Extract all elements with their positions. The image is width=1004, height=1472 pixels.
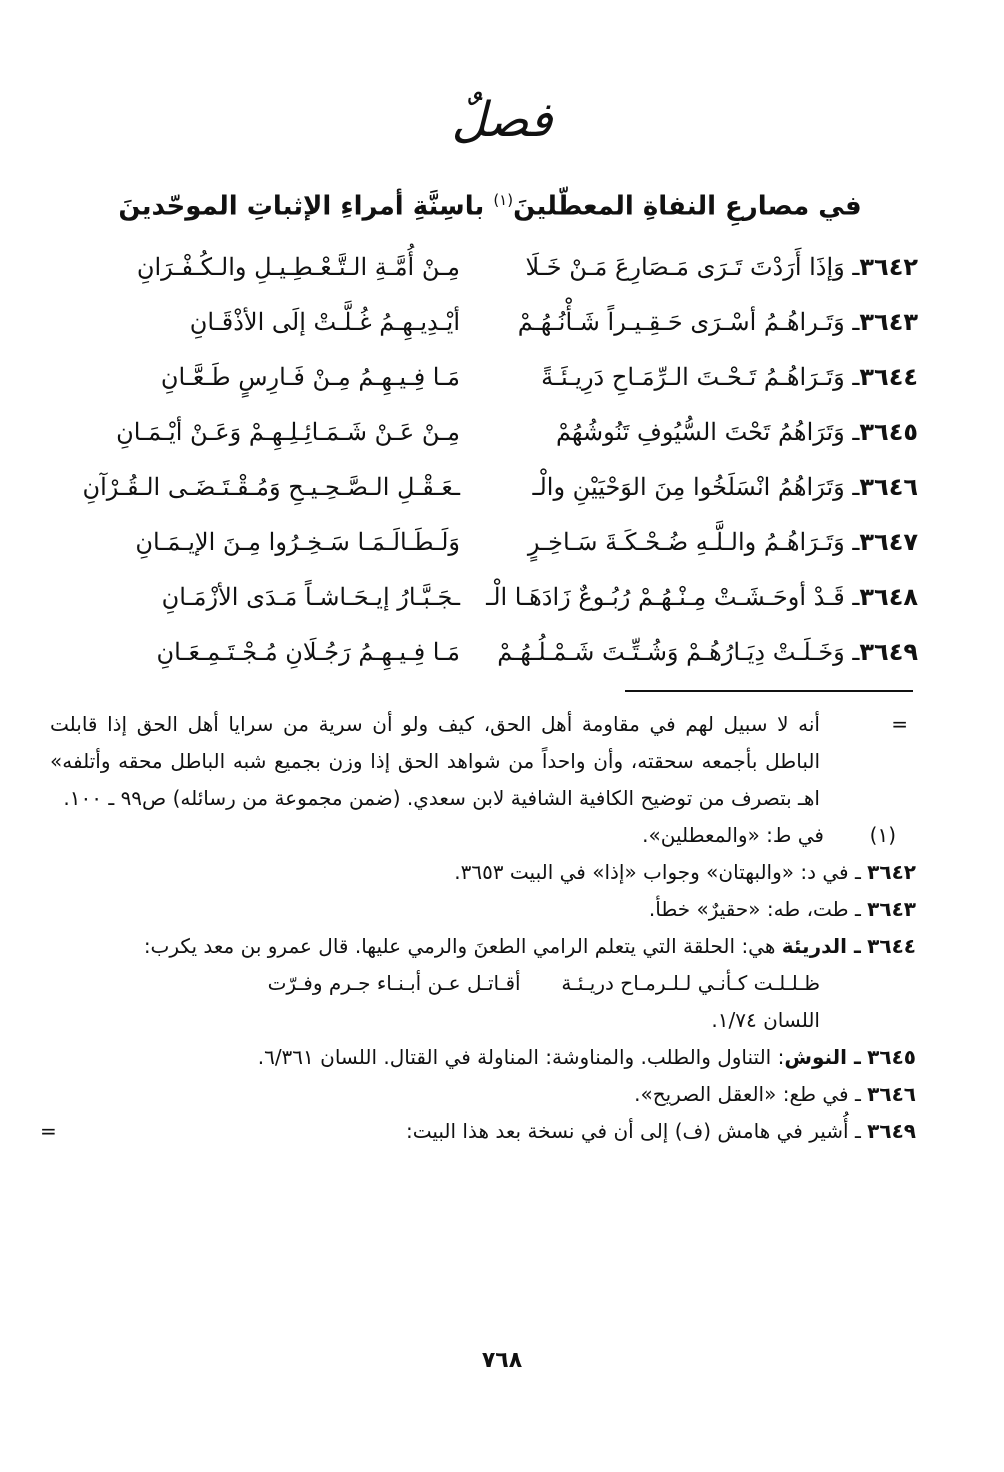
note-3649	[40, 1113, 916, 1150]
note-3646	[50, 1076, 916, 1113]
verse-second-hemistich: مِـنْ عَـنْ شَـمَـائِـلِـهِـمْ وَعَـنْ أيْـمَـانِ	[116, 418, 460, 446]
footnotes	[40, 706, 916, 1150]
verse-first-text: ـ وَتَـرَاهُـمُ والـلَّـهِ ضُـحْـكَـةَ سَـاخِـرٍ	[527, 528, 860, 556]
note-text: ـ في طع: «العقل الصريح».	[634, 1082, 861, 1106]
chapter-heading	[60, 180, 920, 227]
verse-second-hemistich: مِـنْ أُمَّـةِ الـتَّـعْـطِـيـلِ والـكُـفْـرَانِ	[136, 253, 460, 281]
heading-footnote-ref: (١)	[493, 191, 514, 209]
continued-mark: =	[40, 1119, 57, 1143]
note-number: ٣٦٤٥	[867, 1045, 916, 1069]
verse-line	[50, 515, 918, 570]
verse-second-hemistich: مَـا فِـيـهِـمُ مِـنْ فَـارِسٍ طَـعَّـانِ	[160, 363, 460, 391]
note-3643	[50, 891, 916, 928]
page-number: ٧٦٨	[481, 1348, 523, 1373]
note-3645	[50, 1039, 916, 1076]
verse-number: ٣٦٤٨	[859, 583, 918, 611]
footnote-1-number: (١)	[869, 823, 896, 847]
verse-number: ٣٦٤٥	[859, 418, 918, 446]
verses-block	[50, 240, 918, 680]
note-text: ـ طت، طه: «حقيرٌ» خطأ.	[648, 897, 861, 921]
verse-first-hemistich	[486, 460, 918, 515]
note-text: هي: الحلقة التي يتعلم الرامي الطعنَ والرمي عليها. قال عمرو بن معد يكرب:	[143, 934, 782, 958]
verse-first-text: ـ قَـدْ أوحَـشَـتْ مِـنْـهُـمْ رُبُـوعٌ زَادَهَـا الْـ	[486, 583, 860, 611]
verse-first-text: ـ وَتَرَاهُمُ انْسَلَخُوا مِنَ الوَحْيَيْنِ والْـ	[532, 473, 860, 501]
note-number: ٣٦٤٣	[867, 897, 916, 921]
quoted-poem-line	[50, 965, 916, 1002]
verse-number: ٣٦٤٦	[859, 473, 918, 501]
verse-number: ٣٦٤٧	[859, 528, 918, 556]
continuation-text: أنه لا سبيل لهم في مقاومة أهل الحق، كيف ولو أن سرية من سرايا أهل الحق إذا قابلت الباطل بأجمعه سحقته، وأن واحداً من شواهد الحق إذا وزن بجميع شبه الباطل محقه وأتلفه» اهـ بتصرف من توضيح الكافية الشافية لابن سعدي. (ضمن مجموعة من رسائله) ص٩٩ ـ ١٠٠.	[50, 712, 820, 810]
note-number: ٣٦٤٦	[867, 1082, 916, 1106]
verse-second-hemistich: مَـا فِـيـهِـمُ رَجُـلَانِ مُـجْـتَـمِـعَـانِ	[156, 638, 460, 666]
note-3642	[50, 854, 916, 891]
verse-line	[50, 240, 918, 295]
note-3644	[50, 928, 916, 965]
note-text: : التناول والطلب. والمناوشة: المناولة في القتال. اللسان ٦/٣٦١.	[257, 1045, 785, 1069]
heading-part-1: في مصارعِ النفاةِ المعطّلينَ	[513, 191, 862, 222]
verse-second-hemistich: وَلَـطَـالَـمَـا سَـخِـرُوا مِـنَ الإيـمَـانِ	[135, 528, 460, 556]
verse-first-hemistich	[486, 405, 918, 460]
heading-part-2: باسِنَّةِ أمراءِ الإثباتِ الموحّدينَ	[118, 191, 485, 222]
verse-line	[50, 570, 918, 625]
verse-line	[50, 405, 918, 460]
continuation-mark: =	[891, 712, 908, 736]
quoted-poem-first: ظـلـلـت كـأنـي لـلـرمـاح دريـئـة	[561, 971, 820, 995]
verse-first-hemistich	[486, 295, 918, 350]
section-title: فصلٌ	[451, 92, 553, 148]
verse-second-hemistich: ـجَـبَّـارُ إيـحَـاشـاً مَـدَى الأزْمَـانِ	[161, 583, 460, 611]
note-text: ـ أُشير في هامش (ف) إلى أن في نسخة بعد هذا البيت:	[405, 1119, 861, 1143]
quoted-poem-source: اللسان ١/٧٤.	[711, 1008, 820, 1032]
verse-first-hemistich	[486, 240, 918, 295]
verse-number: ٣٦٤٣	[859, 308, 918, 336]
verse-first-hemistich	[486, 515, 918, 570]
verse-first-text: ـ وَتَـرَاهُـمُ تَـحْـتَ الـرِّمَـاحِ دَرِيـئَـةً	[541, 363, 860, 391]
verse-number: ٣٦٤٢	[859, 253, 918, 281]
verse-first-text: ـ وَتَـراهُـمُ أسْـرَى حَـقِـيـراً شَـأْنُـهُـمْ	[517, 308, 860, 336]
note-text: ـ في د: «والبهتان» وجواب «إذا» في البيت ٣٦٥٣.	[454, 860, 861, 884]
note-term: ـ الدريئة	[781, 934, 861, 958]
verse-line	[50, 460, 918, 515]
note-term: ـ النوش	[784, 1045, 861, 1069]
verse-first-hemistich	[486, 350, 918, 405]
verse-number: ٣٦٤٩	[859, 638, 918, 666]
quoted-poem-second: أقـاتـل عـن أبـنـاء جـرم وفـرّت	[267, 971, 521, 995]
verse-second-hemistich: أيْـدِيـهِـمُ غُـلَّـتْ إلَى الأذْقَـانِ	[189, 308, 460, 336]
verse-line	[50, 295, 918, 350]
verse-line	[50, 625, 918, 680]
verse-line	[50, 350, 918, 405]
footnote-continuation	[50, 706, 916, 817]
verse-first-text: ـ وَإذَا أَرَدْتَ تَـرَى مَـصَارِعَ مَـنْ خَـلَا	[525, 253, 860, 281]
verse-first-hemistich	[486, 625, 918, 680]
footnote-1	[50, 817, 916, 854]
verse-number: ٣٦٤٤	[859, 363, 918, 391]
note-number: ٣٦٤٤	[867, 934, 916, 958]
verse-first-text: ـ وَتَرَاهُمُ تَحْتَ السُّيُوفِ تَنُوشُهُمْ	[555, 418, 860, 446]
verse-first-hemistich	[486, 570, 918, 625]
footnote-1-text: في ط: «والمعطلين».	[642, 823, 824, 847]
note-number: ٣٦٤٢	[867, 860, 916, 884]
footnote-separator	[625, 690, 913, 692]
verse-second-hemistich: ـعَـقْـلِ الـصَّـحِـيـحِ وَمُـقْـتَـضَـى الـقُـرْآنِ	[82, 473, 460, 501]
verse-first-text: ـ وَخَـلَـتْ دِيَـارُهُـمْ وَشُـتِّـتَ شَـمْـلُـهُـمْ	[497, 638, 860, 666]
note-number: ٣٦٤٩	[867, 1119, 916, 1143]
